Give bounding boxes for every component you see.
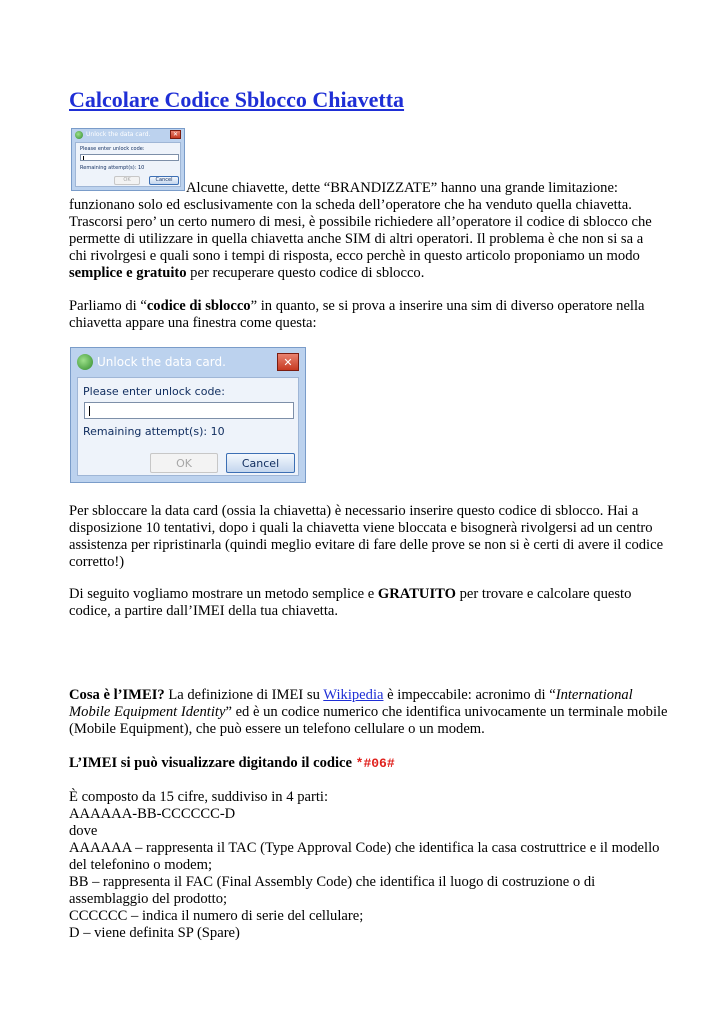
intro-text: Alcune chiavette, dette “BRANDIZZATE” hanno una grande limitazione: funzionano solo ed esclusivamente con la scheda dell’operatore che ha venduto quella chiavetta. Trascorsi pero’ un certo numero di mesi, è possibile richiedere all’operatore il codice di sblocco che permette di utilizzare in quella chiavetta anche SIM di altri operatori. Il problema è che non si sa a chi rivolrgesi e quali sono i tempi di risposta, ecco perchè in questo articolo proponiamo un modo [69,180,652,264]
paragraph-method [69,586,669,620]
p5-text-2: è impeccabile: acronimo di “ [383,687,556,703]
app-icon [77,354,93,370]
p4-bold: GRATUITO [377,586,456,602]
unlock-code-input [80,154,179,161]
p2-text-end: ” in quanto, se si prova a inserire una sim di diverso operatore nella chiavetta appare una finestra come questa: [69,298,645,331]
ok-button: OK [114,176,140,185]
remaining-attempts: Remaining attempt(s): 10 [83,425,225,438]
ok-button: OK [150,453,218,473]
p4-text-end: per trovare e calcolare questo codice, a partire dall’IMEI della tua chiavetta. [69,586,632,619]
imei-code: *#06# [355,756,395,771]
dialog-title: Unlock the data card. [97,355,226,369]
close-icon: ✕ [170,130,181,139]
p4-text: Di seguito vogliamo mostrare un metodo semplice e [69,586,378,602]
structure-line: D – viene definita SP (Spare) [69,925,240,941]
wikipedia-link[interactable]: Wikipedia [323,687,384,703]
intro-text-end: per recuperare questo codice di sblocco. [186,265,425,281]
structure-line: È composto da 15 cifre, suddiviso in 4 parti: [69,789,328,805]
imei-acronym: International Mobile Equipment Identity [69,687,633,720]
structure-line: AAAAAA-BB-CCCCCC-D [69,806,236,822]
remaining-attempts: Remaining attempt(s): 10 [80,165,145,171]
unlock-code-input [84,402,294,419]
structure-line: AAAAAA – rappresenta il TAC (Type Approval Code) che identifica la casa costruttrice e il modello del telefonino o modem; [69,840,660,873]
imei-display-text: L’IMEI si può visualizzare digitando il codice [69,755,356,771]
p3-text: Per sbloccare la data card (ossia la chiavetta) è necessario inserire questo codice di sblocco. Hai a disposizione 10 tentativi, dopo i quali la chiavetta viene bloccata e bisognerà rivolgersi ad un centro assistenza per ripristinarla (quindi meglio evitare di fare delle prove se non si è certi di avere il codice corretto!) [69,503,664,570]
app-icon [75,131,83,139]
structure-line: CCCCCC – indica il numero di serie del cellulare; [69,908,364,924]
dialog-screenshot [70,347,306,483]
paragraph-intro [69,180,659,282]
p2-text: Parliamo di “ [69,298,147,314]
dialog-title: Unlock the data card. [86,131,151,138]
close-icon: ✕ [277,353,299,371]
structure-line: BB – rappresenta il FAC (Final Assembly Code) che identifica il luogo di costruzione o di assemblaggio del prodotto; [69,874,596,907]
text-caret [83,156,84,160]
text-caret [89,406,90,416]
p2-bold: codice di sblocco [146,298,251,314]
paragraph-imei-display [69,755,669,772]
paragraph-unlock-code [69,298,669,332]
dialog-prompt: Please enter unlock code: [83,385,225,398]
cancel-button: Cancel [149,176,179,185]
structure-line: dove [69,823,98,839]
cancel-button: Cancel [226,453,295,473]
paragraph-attempts [69,503,669,571]
paragraph-imei-structure [69,789,669,942]
p5-text: La definizione di IMEI su [164,687,324,703]
paragraph-imei-definition [69,687,669,738]
p5-text-3: ” ed è un codice numerico che identifica univocamente un terminale mobile (Mobile Equipment), che può essere un telefono cellulare o un modem. [69,704,668,737]
page-title[interactable]: Calcolare Codice Sblocco Chiavetta [69,87,405,112]
imei-question: Cosa è l’IMEI? [69,687,165,703]
dialog-prompt: Please enter unlock code: [80,146,145,152]
intro-bold: semplice e gratuito [69,265,187,281]
